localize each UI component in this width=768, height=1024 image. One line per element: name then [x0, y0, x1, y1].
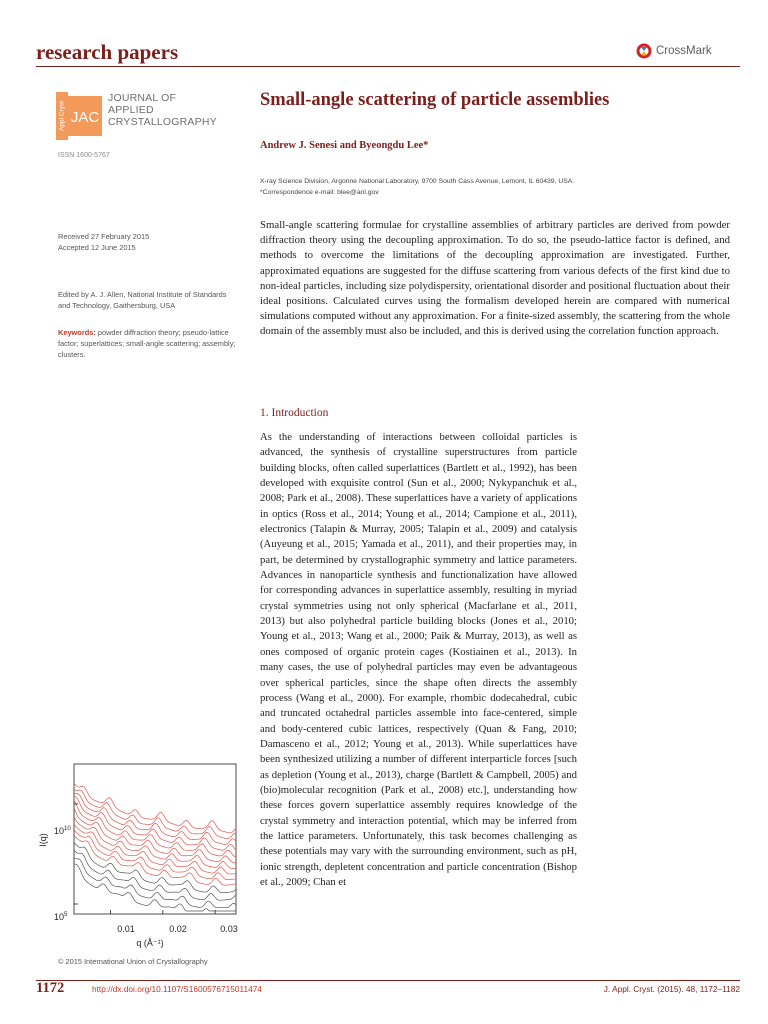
- header-rule: [36, 66, 740, 67]
- intro-text: As the understanding of interactions between colloidal particles is advanced, the synthesis of crystalline superstructures from particle building blocks, often called superlattices (Bartlett et al., 1992), has been developed with exquisite control (Sun et al., 2000; Nykypanchuk et al., 2008; Park et al., 2008). These superlattices have a variety of applications in optics (Ross et al., 2014; Young et al., 2014; Campione et al., 2011), electronics (Talapin & Murray, 2005; Talapin et al., 2009) and catalysis (Auyeung et al., 2015; Yamada et al., 2011), and their properties may, in part, be determined by crystallographic symmetry and lattice parameters. Advances in nanoparticle synthesis and functionalization have allowed for corresponding advances in superlattice assembly, resulting in myriad crystal symmetries using not only spherical (Macfarlane et al., 2011, 2013) but also polyhedral particle building blocks (Jones et al., 2010; Young et al., 2013; Wang et al., 2000; Paik & Murray, 2013), as well as ones composed of organic protein cages (Kostiainen et al., 2013). In many cases, the use of polyhedral particles may even be advantageous over spherical particles, since the shape often directs the assembly process (Wang et al., 2000). For example, rhombic dodecahedral, cubic and truncated octahedral particles assemble into face-centered, simple and body-centered cubic lattices, respectively (Quan & Fang, 2010; Damasceno et al., 2012; Young et al., 2013). While superlattices have been synthesized utilizing a number of different interparticle forces [such as depletion (Young et al., 2013), charge (Bartlett & Campbell, 2005) and (bio)molecular recognition (Park et al., 2008) etc.], understanding how these forces govern superlattice assembly requires knowledge of the crystal symmetry and interaction potential, which may be inferred from the lattice parameters. Unfortunately, this task becomes challenging as these potentials may vary with the surrounding environment, such as pH, ionic strength, depletent concentration and particle concentration (Bishop et al., 2009; Chan et: [260, 431, 577, 888]
- crossmark-badge[interactable]: [636, 42, 712, 60]
- y-tick-label-low: $10^5$: [54, 912, 68, 922]
- plot-curves: [74, 783, 236, 911]
- affiliation: X-ray Science Division, Argonne National Laboratory, 9700 South Cass Avenue, Lemont, IL 60439, USA.: [260, 178, 575, 185]
- journal-name-line-3: CRYSTALLOGRAPHY: [108, 116, 217, 128]
- x-tick-label-1: 0.01: [117, 924, 135, 934]
- accepted-date: Accepted 12 June 2015: [58, 243, 136, 252]
- journal-name-line-2: APPLIED: [108, 104, 154, 116]
- x-tick-label-3: 0.03: [220, 924, 238, 934]
- crossmark-icon: [636, 42, 652, 60]
- series-curve-1: [74, 783, 236, 833]
- plot-ticks: [74, 804, 215, 914]
- copyright: © 2015 International Union of Crystallography: [58, 957, 208, 966]
- x-tick-label-2: 0.02: [169, 924, 187, 934]
- issn: ISSN 1600-5767: [58, 152, 110, 159]
- article-authors: Andrew J. Senesi and Byeongdu Lee*: [260, 140, 429, 151]
- footer-rule: [36, 980, 740, 981]
- affiliation-block: [260, 176, 730, 198]
- series-curve-6: [74, 808, 236, 863]
- page-number: 1172: [36, 980, 65, 996]
- keywords-label: Keywords:: [58, 328, 96, 337]
- plot-frame: [74, 764, 236, 914]
- y-axis-label: I(q): [38, 833, 48, 847]
- edited-by: Edited by A. J. Allen, National Institute of Standards and Technology, Gaithersburg, USA: [58, 290, 227, 310]
- correspondence-email[interactable]: *Correspondence e-mail: blee@anl.gov: [260, 189, 379, 196]
- series-curve-2: [74, 789, 236, 839]
- jac-logo-icon: [56, 92, 102, 140]
- x-axis-label: q (Å⁻¹): [136, 938, 164, 948]
- abstract: Small-angle scattering formulae for crystalline assemblies of arbitrary particles are derived from powder diffraction theory using the decoupling approximation. To do so, the pseudo-lattice factor is defined, and methods to overcome the limitations of the decoupling approximation are investigated. Further, approximated equations are suggested for the diffuse scattering from various defects of the first kind due to non-ideal particles, including size polydispersity, orientational disorder and positional fluctuation about their ideal positions. Calculated curves using the formalism developed herein are compared with numerical simulations computed without any approximation. For a finite-sized assembly, the scattering from the whole domain of the assembly must also be included, and this is derived using the correlation function approach.: [260, 219, 730, 338]
- keywords: [58, 327, 236, 360]
- doi-link[interactable]: http://dx.doi.org/10.1107/S1600576715011474: [92, 984, 262, 994]
- series-curve-12: [74, 850, 236, 900]
- keywords-list: powder diffraction theory; pseudo-lattice factor; superlattices; small-angle scattering; assembly; clusters.: [58, 328, 236, 359]
- saxs-plot: [40, 762, 240, 958]
- svg-text:Appl Cryst: Appl Cryst: [58, 101, 66, 131]
- abstract-figure: [40, 762, 240, 958]
- crossmark-label: CrossMark: [656, 45, 712, 57]
- journal-logo: [56, 92, 217, 140]
- section-heading: 1. Introduction: [260, 407, 329, 419]
- article-title: Small-angle scattering of particle assemblies: [260, 90, 610, 110]
- y-tick-label-high: $10^{10}$: [54, 826, 71, 836]
- series-curve-3: [74, 794, 236, 845]
- section-label: research papers: [36, 40, 179, 64]
- journal-name-line-1: JOURNAL OF: [108, 92, 177, 104]
- svg-text:JAC: JAC: [70, 109, 100, 126]
- journal-citation: J. Appl. Cryst. (2015). 48, 1172–1182: [603, 984, 740, 994]
- received-date: Received 27 February 2015: [58, 232, 150, 241]
